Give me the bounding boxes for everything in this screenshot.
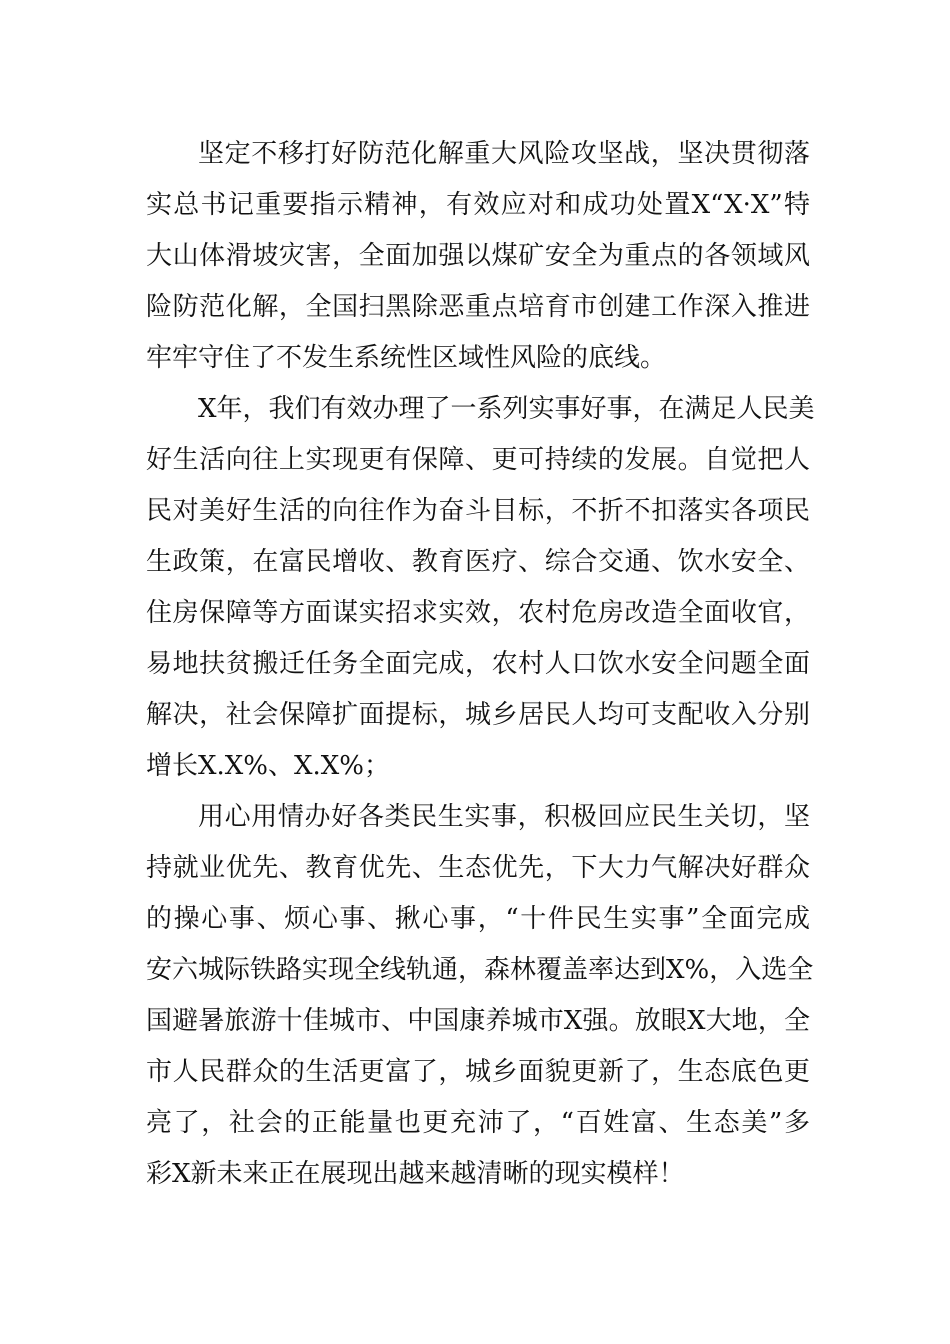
paragraph-line: 的操心事、烦心事、揪心事，“十件民生实事”全面完成 <box>146 904 810 934</box>
paragraph-line: 坚定不移打好防范化解重大风险攻坚战，坚决贯彻落 <box>198 139 810 169</box>
paragraph-line: 易地扶贫搬迁任务全面完成，农村人口饮水安全问题全面 <box>146 649 810 679</box>
paragraph-line: X年，我们有效办理了一系列实事好事，在满足人民美 <box>198 394 815 424</box>
paragraph-line: 住房保障等方面谋实招求实效，农村危房改造全面收官， <box>146 598 810 628</box>
paragraph-line: 亮了，社会的正能量也更充沛了，“百姓富、生态美”多 <box>146 1108 810 1138</box>
paragraph-line: 险防范化解，全国扫黑除恶重点培育市创建工作深入推进 <box>146 292 810 322</box>
paragraph-line: 民对美好生活的向往作为奋斗目标，不折不扣落实各项民 <box>146 496 810 526</box>
paragraph-line: 用心用情办好各类民生实事，积极回应民生关切，坚 <box>198 802 810 832</box>
paragraph-line: 增长X.X%、X.X%； <box>146 751 390 781</box>
paragraph-line: 解决，社会保障扩面提标，城乡居民人均可支配收入分别 <box>146 700 810 730</box>
paragraph-line: 生政策，在富民增收、教育医疗、综合交通、饮水安全、 <box>146 547 810 577</box>
paragraph-line: 彩X新未来正在展现出越来越清晰的现实模样！ <box>146 1159 685 1189</box>
paragraph-line: 市人民群众的生活更富了，城乡面貌更新了，生态底色更 <box>146 1057 810 1087</box>
paragraph-line: 牢牢守住了不发生系统性区域性风险的底线。 <box>146 343 667 373</box>
paragraph-livelihood <box>146 792 814 1200</box>
paragraph-line: 好生活向往上实现更有保障、更可持续的发展。自觉把人 <box>146 445 810 475</box>
paragraph-line: 持就业优先、教育优先、生态优先，下大力气解决好群众 <box>146 853 810 883</box>
paragraph-line: 安六城际铁路实现全线轨通，森林覆盖率达到X%，入选全 <box>146 955 814 985</box>
paragraph-line: 大山体滑坡灾害，全面加强以煤矿安全为重点的各领域风 <box>146 241 810 271</box>
paragraph-risk-prevention <box>146 129 810 384</box>
paragraph-line: 国避暑旅游十佳城市、中国康养城市X强。放眼X大地，全 <box>146 1006 810 1036</box>
document-body <box>146 129 815 1200</box>
paragraph-line: 实总书记重要指示精神，有效应对和成功处置X“X·X”特 <box>146 190 810 220</box>
paragraph-practical-matters <box>146 384 815 792</box>
